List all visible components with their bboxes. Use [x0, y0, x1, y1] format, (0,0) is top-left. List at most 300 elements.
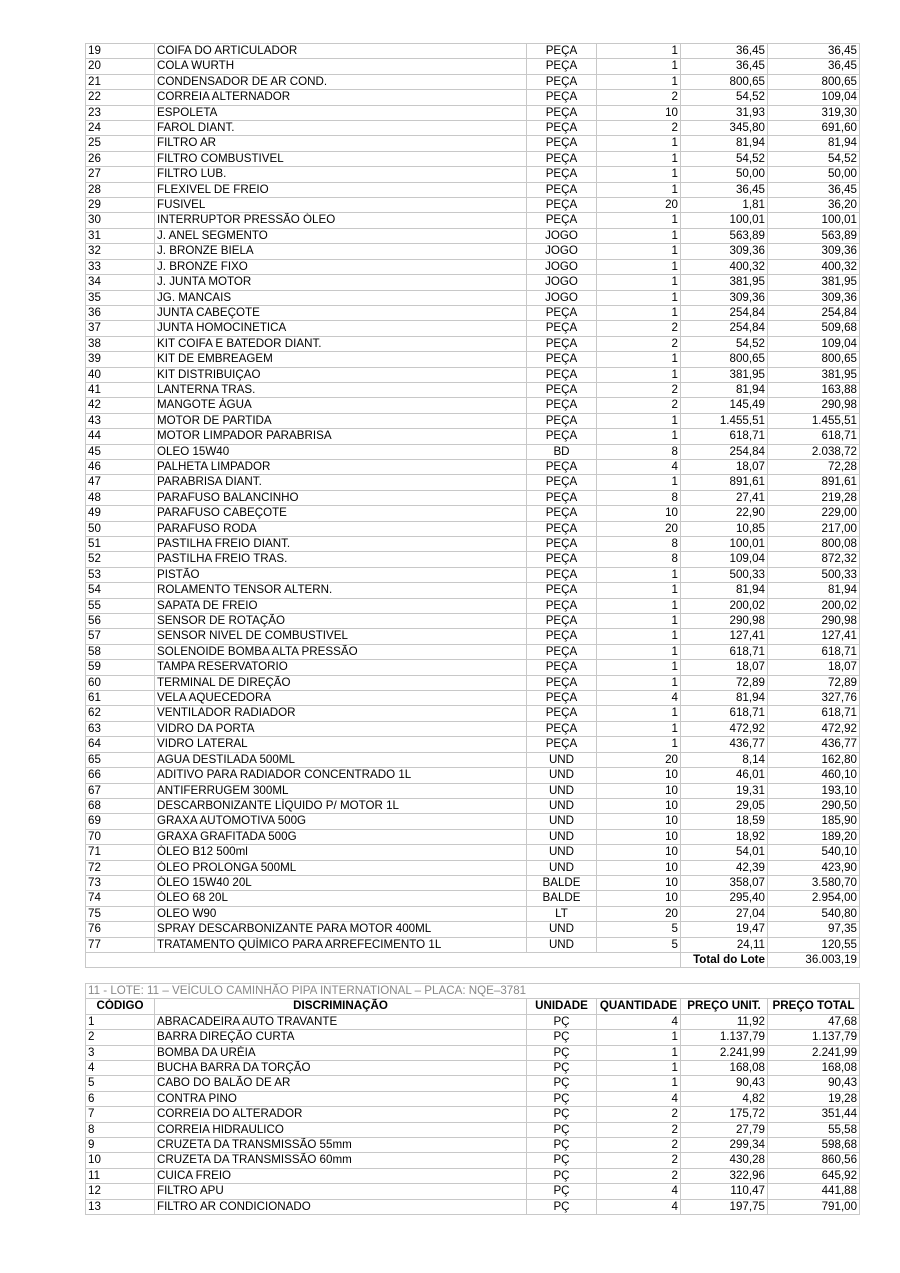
- item-quantity: 1: [597, 644, 681, 659]
- item-unit-price: 110,47: [681, 1184, 768, 1199]
- item-unit: PEÇA: [527, 614, 597, 629]
- table-row: [86, 1014, 860, 1029]
- item-unit-price: 4,82: [681, 1091, 768, 1106]
- item-quantity: 1: [597, 1076, 681, 1091]
- item-description: GRAXA GRAFITADA 500G: [155, 829, 527, 844]
- table-row: [86, 567, 860, 582]
- table-row: [86, 1138, 860, 1153]
- item-description: ROLAMENTO TENSOR ALTERN.: [155, 583, 527, 598]
- item-quantity: 2: [597, 1138, 681, 1153]
- item-total-price: 860,56: [768, 1153, 860, 1168]
- item-description: SENSOR NIVEL DE COMBUSTIVEL: [155, 629, 527, 644]
- item-unit: PÇ: [527, 1091, 597, 1106]
- item-quantity: 1: [597, 614, 681, 629]
- table-row: [86, 444, 860, 459]
- item-total-price: 168,08: [768, 1061, 860, 1076]
- item-quantity: 2: [597, 336, 681, 351]
- item-unit: PEÇA: [527, 506, 597, 521]
- item-code: 27: [86, 167, 155, 182]
- item-unit: PEÇA: [527, 675, 597, 690]
- item-description: FAROL DIANT.: [155, 121, 527, 136]
- item-quantity: 1: [597, 475, 681, 490]
- item-unit: JOGO: [527, 275, 597, 290]
- table-row: [86, 352, 860, 367]
- item-description: PASTILHA FREIO DIANT.: [155, 537, 527, 552]
- item-quantity: 1: [597, 259, 681, 274]
- item-quantity: 8: [597, 444, 681, 459]
- item-quantity: 8: [597, 537, 681, 552]
- item-code: 21: [86, 74, 155, 89]
- item-description: ÓLEO 68 20L: [155, 891, 527, 906]
- item-quantity: 1: [597, 305, 681, 320]
- item-code: 72: [86, 860, 155, 875]
- table-row: [86, 1076, 860, 1091]
- item-code: 1: [86, 1014, 155, 1029]
- item-quantity: 1: [597, 151, 681, 166]
- item-total-price: 1.455,51: [768, 413, 860, 428]
- table-row: [86, 768, 860, 783]
- item-description: JUNTA HOMOCINETICA: [155, 321, 527, 336]
- item-total-price: 351,44: [768, 1107, 860, 1122]
- item-unit: PEÇA: [527, 598, 597, 613]
- item-quantity: 2: [597, 321, 681, 336]
- item-description: MANGOTE ÁGUA: [155, 398, 527, 413]
- item-quantity: 10: [597, 875, 681, 890]
- item-unit-price: 1.137,79: [681, 1030, 768, 1045]
- item-description: CRUZETA DA TRANSMISSÃO 60mm: [155, 1153, 527, 1168]
- item-unit: PÇ: [527, 1122, 597, 1137]
- item-total-price: 319,30: [768, 105, 860, 120]
- item-description: SPRAY DESCARBONIZANTE PARA MOTOR 400ML: [155, 922, 527, 937]
- table-row: [86, 198, 860, 213]
- item-quantity: 2: [597, 1168, 681, 1183]
- item-total-price: 500,33: [768, 567, 860, 582]
- table-row: [86, 614, 860, 629]
- item-unit-price: 18,07: [681, 660, 768, 675]
- item-code: 55: [86, 598, 155, 613]
- item-total-price: 800,08: [768, 537, 860, 552]
- item-total-price: 2.038,72: [768, 444, 860, 459]
- item-unit-price: 109,04: [681, 552, 768, 567]
- item-unit: PÇ: [527, 1168, 597, 1183]
- item-unit-price: 618,71: [681, 429, 768, 444]
- item-code: 28: [86, 182, 155, 197]
- item-quantity: 1: [597, 213, 681, 228]
- item-unit: JOGO: [527, 244, 597, 259]
- item-quantity: 4: [597, 691, 681, 706]
- item-total-price: 36,20: [768, 198, 860, 213]
- item-unit: UND: [527, 798, 597, 813]
- table-row: [86, 275, 860, 290]
- item-code: 57: [86, 629, 155, 644]
- item-unit-price: 42,39: [681, 860, 768, 875]
- item-total-price: 254,84: [768, 305, 860, 320]
- item-total-price: 891,61: [768, 475, 860, 490]
- item-total-price: 290,50: [768, 798, 860, 813]
- table-row: [86, 706, 860, 721]
- item-total-price: 509,68: [768, 321, 860, 336]
- item-unit-price: 81,94: [681, 136, 768, 151]
- item-quantity: 1: [597, 1030, 681, 1045]
- item-unit: PEÇA: [527, 382, 597, 397]
- item-unit-price: 197,75: [681, 1199, 768, 1214]
- item-unit-price: 381,95: [681, 275, 768, 290]
- item-code: 8: [86, 1122, 155, 1137]
- item-unit: PEÇA: [527, 105, 597, 120]
- item-unit: PÇ: [527, 1153, 597, 1168]
- item-total-price: 800,65: [768, 352, 860, 367]
- table-row: [86, 906, 860, 921]
- item-code: 2: [86, 1030, 155, 1045]
- item-total-price: 800,65: [768, 74, 860, 89]
- item-description: KIT DE EMBREAGEM: [155, 352, 527, 367]
- table-row: [86, 105, 860, 120]
- item-code: 29: [86, 198, 155, 213]
- table-row: [86, 644, 860, 659]
- item-description: SOLENOIDE BOMBA ALTA PRESSÃO: [155, 644, 527, 659]
- table-row: [86, 922, 860, 937]
- item-description: FLEXIVEL DE FREIO: [155, 182, 527, 197]
- item-code: 9: [86, 1138, 155, 1153]
- item-code: 23: [86, 105, 155, 120]
- item-unit: PÇ: [527, 1030, 597, 1045]
- item-total-price: 19,28: [768, 1091, 860, 1106]
- item-quantity: 1: [597, 660, 681, 675]
- lot-items-table: [85, 43, 860, 968]
- item-quantity: 4: [597, 1014, 681, 1029]
- item-unit: UND: [527, 783, 597, 798]
- item-quantity: 2: [597, 121, 681, 136]
- item-unit: UND: [527, 845, 597, 860]
- item-code: 59: [86, 660, 155, 675]
- header-description: DISCRIMINAÇÃO: [155, 999, 527, 1014]
- item-unit-price: 309,36: [681, 244, 768, 259]
- table-row: [86, 537, 860, 552]
- item-code: 34: [86, 275, 155, 290]
- table-row: [86, 829, 860, 844]
- item-quantity: 10: [597, 783, 681, 798]
- item-quantity: 10: [597, 845, 681, 860]
- item-total-price: 200,02: [768, 598, 860, 613]
- table-row: [86, 90, 860, 105]
- item-quantity: 20: [597, 906, 681, 921]
- item-description: ÓLEO B12 500ml: [155, 845, 527, 860]
- table-row: [86, 259, 860, 274]
- table-row: [86, 305, 860, 320]
- item-quantity: 2: [597, 90, 681, 105]
- item-total-price: 2.954,00: [768, 891, 860, 906]
- item-unit: PEÇA: [527, 552, 597, 567]
- item-unit-price: 100,01: [681, 213, 768, 228]
- table-row: [86, 74, 860, 89]
- item-unit-price: 145,49: [681, 398, 768, 413]
- item-total-price: 563,89: [768, 228, 860, 243]
- item-code: 26: [86, 151, 155, 166]
- table-row: [86, 875, 860, 890]
- item-total-price: 309,36: [768, 244, 860, 259]
- item-unit-price: 200,02: [681, 598, 768, 613]
- item-unit-price: 81,94: [681, 583, 768, 598]
- item-unit-price: 563,89: [681, 228, 768, 243]
- table-row: [86, 598, 860, 613]
- table-row: [86, 891, 860, 906]
- item-unit: UND: [527, 937, 597, 952]
- item-quantity: 1: [597, 737, 681, 752]
- total-label: Total do Lote: [681, 952, 768, 967]
- item-unit: PEÇA: [527, 475, 597, 490]
- item-unit: PEÇA: [527, 213, 597, 228]
- item-description: PALHETA LIMPADOR: [155, 459, 527, 474]
- item-quantity: 1: [597, 1061, 681, 1076]
- header-code: CÓDIGO: [86, 999, 155, 1014]
- item-unit-price: 100,01: [681, 537, 768, 552]
- item-total-price: 436,77: [768, 737, 860, 752]
- item-unit-price: 309,36: [681, 290, 768, 305]
- item-description: PARAFUSO CABEÇOTE: [155, 506, 527, 521]
- item-unit-price: 254,84: [681, 321, 768, 336]
- item-total-price: 645,92: [768, 1168, 860, 1183]
- item-description: DESCARBONIZANTE LÍQUIDO P/ MOTOR 1L: [155, 798, 527, 813]
- item-total-price: 109,04: [768, 90, 860, 105]
- item-unit: JOGO: [527, 228, 597, 243]
- item-unit: PEÇA: [527, 198, 597, 213]
- item-quantity: 10: [597, 814, 681, 829]
- item-total-price: 3.580,70: [768, 875, 860, 890]
- item-total-price: 36,45: [768, 182, 860, 197]
- item-total-price: 872,32: [768, 552, 860, 567]
- item-total-price: 193,10: [768, 783, 860, 798]
- item-total-price: 100,01: [768, 213, 860, 228]
- item-unit: PEÇA: [527, 167, 597, 182]
- item-unit: PÇ: [527, 1061, 597, 1076]
- item-unit-price: 175,72: [681, 1107, 768, 1122]
- item-code: 77: [86, 937, 155, 952]
- item-quantity: 1: [597, 136, 681, 151]
- item-total-price: 618,71: [768, 644, 860, 659]
- table-row: [86, 429, 860, 444]
- item-unit-price: 54,52: [681, 336, 768, 351]
- item-quantity: 2: [597, 398, 681, 413]
- item-code: 62: [86, 706, 155, 721]
- item-unit-price: 24,11: [681, 937, 768, 952]
- item-unit-price: 1.455,51: [681, 413, 768, 428]
- table-row: [86, 1061, 860, 1076]
- table-row: [86, 506, 860, 521]
- item-description: INTERRUPTOR PRESSÃO ÓLEO: [155, 213, 527, 228]
- item-description: OLEO 15W40: [155, 444, 527, 459]
- item-unit: UND: [527, 814, 597, 829]
- item-code: 74: [86, 891, 155, 906]
- table-row: [86, 845, 860, 860]
- item-code: 41: [86, 382, 155, 397]
- item-description: CONTRA PINO: [155, 1091, 527, 1106]
- item-quantity: 10: [597, 798, 681, 813]
- item-unit: PEÇA: [527, 413, 597, 428]
- item-unit-price: 11,92: [681, 1014, 768, 1029]
- item-unit-price: 168,08: [681, 1061, 768, 1076]
- item-code: 32: [86, 244, 155, 259]
- table-row: [86, 783, 860, 798]
- item-quantity: 20: [597, 752, 681, 767]
- item-description: J. BRONZE BIELA: [155, 244, 527, 259]
- item-unit-price: 46,01: [681, 768, 768, 783]
- item-quantity: 4: [597, 1199, 681, 1214]
- item-unit: PEÇA: [527, 706, 597, 721]
- item-description: FILTRO LUB.: [155, 167, 527, 182]
- item-unit-price: 19,31: [681, 783, 768, 798]
- item-total-price: 55,58: [768, 1122, 860, 1137]
- item-total-price: 36,45: [768, 59, 860, 74]
- table-row: [86, 490, 860, 505]
- item-unit-price: 618,71: [681, 644, 768, 659]
- item-unit-price: 27,41: [681, 490, 768, 505]
- item-total-price: 54,52: [768, 151, 860, 166]
- item-unit: PÇ: [527, 1184, 597, 1199]
- item-quantity: 2: [597, 1122, 681, 1137]
- table-row: [86, 228, 860, 243]
- header-unit: UNIDADE: [527, 999, 597, 1014]
- item-total-price: 309,36: [768, 290, 860, 305]
- item-total-price: 2.241,99: [768, 1045, 860, 1060]
- table-row: [86, 167, 860, 182]
- item-unit-price: 81,94: [681, 691, 768, 706]
- item-total-price: 18,07: [768, 660, 860, 675]
- item-unit: PEÇA: [527, 151, 597, 166]
- item-total-price: 618,71: [768, 706, 860, 721]
- item-quantity: 1: [597, 429, 681, 444]
- item-code: 10: [86, 1153, 155, 1168]
- item-unit-price: 36,45: [681, 182, 768, 197]
- item-unit: PEÇA: [527, 737, 597, 752]
- item-unit-price: 127,41: [681, 629, 768, 644]
- table-row: [86, 382, 860, 397]
- table-row: [86, 552, 860, 567]
- item-unit-price: 891,61: [681, 475, 768, 490]
- item-code: 5: [86, 1076, 155, 1091]
- item-unit: PEÇA: [527, 398, 597, 413]
- item-quantity: 20: [597, 198, 681, 213]
- item-quantity: 1: [597, 59, 681, 74]
- item-total-price: 1.137,79: [768, 1030, 860, 1045]
- header-unit-price: PREÇO UNIT.: [681, 999, 768, 1014]
- item-total-price: 540,10: [768, 845, 860, 860]
- item-code: 42: [86, 398, 155, 413]
- item-unit-price: 81,94: [681, 382, 768, 397]
- item-unit: UND: [527, 768, 597, 783]
- item-unit: PEÇA: [527, 90, 597, 105]
- item-code: 39: [86, 352, 155, 367]
- item-total-price: 327,76: [768, 691, 860, 706]
- item-description: BOMBA DA URÉIA: [155, 1045, 527, 1060]
- header-row: [86, 999, 860, 1014]
- item-code: 11: [86, 1168, 155, 1183]
- item-quantity: 2: [597, 382, 681, 397]
- item-unit: PEÇA: [527, 691, 597, 706]
- item-quantity: 1: [597, 275, 681, 290]
- item-code: 33: [86, 259, 155, 274]
- table-row: [86, 737, 860, 752]
- item-description: TRATAMENTO QUÍMICO PARA ARREFECIMENTO 1L: [155, 937, 527, 952]
- item-quantity: 8: [597, 552, 681, 567]
- lot-title-row: [86, 984, 860, 999]
- table-row: [86, 721, 860, 736]
- item-unit-price: 436,77: [681, 737, 768, 752]
- item-unit-price: 31,93: [681, 105, 768, 120]
- item-description: JUNTA CABEÇOTE: [155, 305, 527, 320]
- item-description: ADITIVO PARA RADIADOR CONCENTRADO 1L: [155, 768, 527, 783]
- item-quantity: 10: [597, 829, 681, 844]
- item-unit-price: 345,80: [681, 121, 768, 136]
- item-code: 24: [86, 121, 155, 136]
- item-code: 44: [86, 429, 155, 444]
- item-code: 19: [86, 44, 155, 59]
- item-quantity: 1: [597, 367, 681, 382]
- item-description: CORREIA HIDRAULICO: [155, 1122, 527, 1137]
- item-description: GRAXA AUTOMOTIVA 500G: [155, 814, 527, 829]
- item-unit: UND: [527, 922, 597, 937]
- table-row: [86, 475, 860, 490]
- item-total-price: 50,00: [768, 167, 860, 182]
- item-unit: PEÇA: [527, 521, 597, 536]
- item-unit-price: 400,32: [681, 259, 768, 274]
- item-unit: PEÇA: [527, 352, 597, 367]
- item-description: MOTOR LIMPADOR PARABRISA: [155, 429, 527, 444]
- item-quantity: 10: [597, 506, 681, 521]
- item-total-price: 400,32: [768, 259, 860, 274]
- item-total-price: 72,28: [768, 459, 860, 474]
- item-code: 4: [86, 1061, 155, 1076]
- item-total-price: 791,00: [768, 1199, 860, 1214]
- item-code: 54: [86, 583, 155, 598]
- item-unit-price: 22,90: [681, 506, 768, 521]
- item-code: 51: [86, 537, 155, 552]
- item-quantity: 5: [597, 937, 681, 952]
- item-code: 69: [86, 814, 155, 829]
- item-total-price: 618,71: [768, 429, 860, 444]
- item-quantity: 1: [597, 44, 681, 59]
- item-code: 47: [86, 475, 155, 490]
- table-row: [86, 798, 860, 813]
- item-quantity: 10: [597, 860, 681, 875]
- item-unit: PEÇA: [527, 660, 597, 675]
- table-row: [86, 459, 860, 474]
- item-total-price: 127,41: [768, 629, 860, 644]
- table-row: [86, 691, 860, 706]
- item-description: VIDRO DA PORTA: [155, 721, 527, 736]
- item-code: 65: [86, 752, 155, 767]
- item-code: 35: [86, 290, 155, 305]
- item-total-price: 441,88: [768, 1184, 860, 1199]
- item-unit-price: 800,65: [681, 74, 768, 89]
- item-description: ÓLEO 15W40 20L: [155, 875, 527, 890]
- item-unit: BD: [527, 444, 597, 459]
- table-row: [86, 321, 860, 336]
- item-unit: BALDE: [527, 875, 597, 890]
- item-unit-price: 18,59: [681, 814, 768, 829]
- item-unit: PEÇA: [527, 429, 597, 444]
- table-row: [86, 752, 860, 767]
- item-quantity: 1: [597, 567, 681, 582]
- table-row: [86, 1107, 860, 1122]
- item-quantity: 10: [597, 105, 681, 120]
- item-unit: PEÇA: [527, 305, 597, 320]
- table-row: [86, 121, 860, 136]
- item-code: 48: [86, 490, 155, 505]
- item-unit-price: 2.241,99: [681, 1045, 768, 1060]
- item-code: 58: [86, 644, 155, 659]
- item-unit: PEÇA: [527, 644, 597, 659]
- item-unit-price: 290,98: [681, 614, 768, 629]
